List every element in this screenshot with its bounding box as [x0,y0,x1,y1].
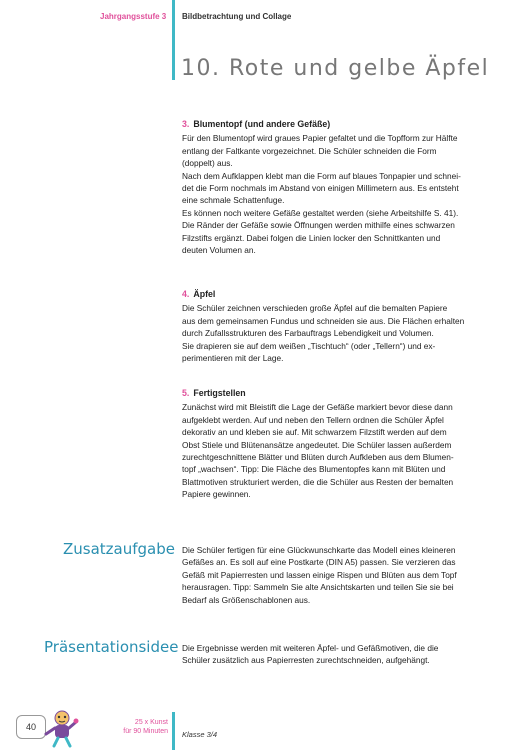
mascot-figure-icon [40,708,80,753]
section-fertigstellen [182,387,482,501]
presentation-label: Präsentationsidee [44,638,179,656]
page-title: 10. Rote und gelbe Äpfel [181,56,490,81]
section-number: 4. [182,289,190,299]
footer-divider-line [172,712,175,750]
section-number: 3. [182,119,190,129]
presentation-text-body: Die Ergebnisse werden mit weiteren Äpfel- und Gefäßmotiven, die die Schüler zusätzlich aus Papierresten zurechtschneiden, aufgehängt. [182,643,439,666]
section-aepfel [182,288,482,364]
footer-brand-line1: 25 x Kunst [134,719,168,726]
section-number: 5. [182,388,190,398]
extra-task-text [182,544,482,606]
section-blumentopf [182,118,482,256]
page-number: 40 [16,715,46,739]
header-topic: Bildbetrachtung und Collage [182,12,292,21]
extra-text: Die Schüler fertigen für eine Glückwunschkarte das Modell eines kleineren Gefäßes an. Es soll auf eine Postkarte (DIN A5) passen. Sie verzieren das Gefäß mit Papierresten und lassen einige Rispen und Blüten aus dem Topf herausragen. Tipp: Sammeln Sie alte Ansichtskarten und teilen Sie sie bei Bedarf als Größenschablonen aus. [182,545,457,605]
extra-task-label: Zusatzaufgabe [63,540,175,558]
section-title: Fertigstellen [193,388,246,398]
header-divider-line [172,0,175,80]
section-title: Äpfel [193,289,216,299]
section-title: Blumentopf (und andere Gefäße) [193,119,331,129]
section-text: Die Schüler zeichnen verschieden große Äpfel auf die bemalten Papiere aus dem gemeinsamen Fundus und schneiden sie aus. Die Flächen erhalten durch Zufallsstrukturen des Farbauftrags Lebendigkeit und Volumen. Sie drapieren sie auf dem weißen „Tischtuch“ (oder „Tellern“) und ex- perimentieren mit der Lage. [182,303,465,364]
section-heading [182,118,482,130]
section-text: Für den Blumentopf wird graues Papier gefaltet und die Topfform zur Hälfte entlang der Faltkante vorgezeichnet. Die Schüler schneiden die Form (doppelt) aus. Nach dem Aufklappen klebt man die Form auf blaues Tonpapier und schnei- det die Form nochmals im Abstand von einigen Millimetern aus. Es entsteht eine schmale Schattenfuge. Es können noch weitere Gefäße gestaltet werden (siehe Arbeitshilfe S. 41). Die Ränder der Gefäße sowie Öffnungen werden mithilfe eines schwarzen Filzstifts ergänzt. Dabei folgen die Linien locker den Schnittkanten und deuten Volumen an. [182,133,461,256]
footer-brand-line2: für 90 Minuten [123,728,168,735]
footer-brand [116,718,168,736]
header-grade: Jahrgangsstufe 3 [100,12,167,21]
section-heading [182,288,482,300]
presentation-text [182,642,482,667]
section-text: Zunächst wird mit Bleistift die Lage der Gefäße markiert bevor diese dann aufgeklebt werden. Auf und neben den Tellern ordnen die Schüler Äpfel dekorativ an und kleben sie auf. Mit schwarzem Filzstift werden auf dem Obst Stiele und Blütenansätze angedeutet. Die Schüler lassen außerdem zurechtgeschnittene Blätter und Blüten durch Aufkleben aus dem Blumen- topf „wachsen“. Tipp: Die Fläche des Blumentopfes kann mit Blüten und Blattmotiven strukturiert werden, die die Schüler aus Resten der bemalten Papiere gewinnen. [182,402,454,500]
footer-class: Klasse 3/4 [182,730,218,739]
section-heading [182,387,482,399]
